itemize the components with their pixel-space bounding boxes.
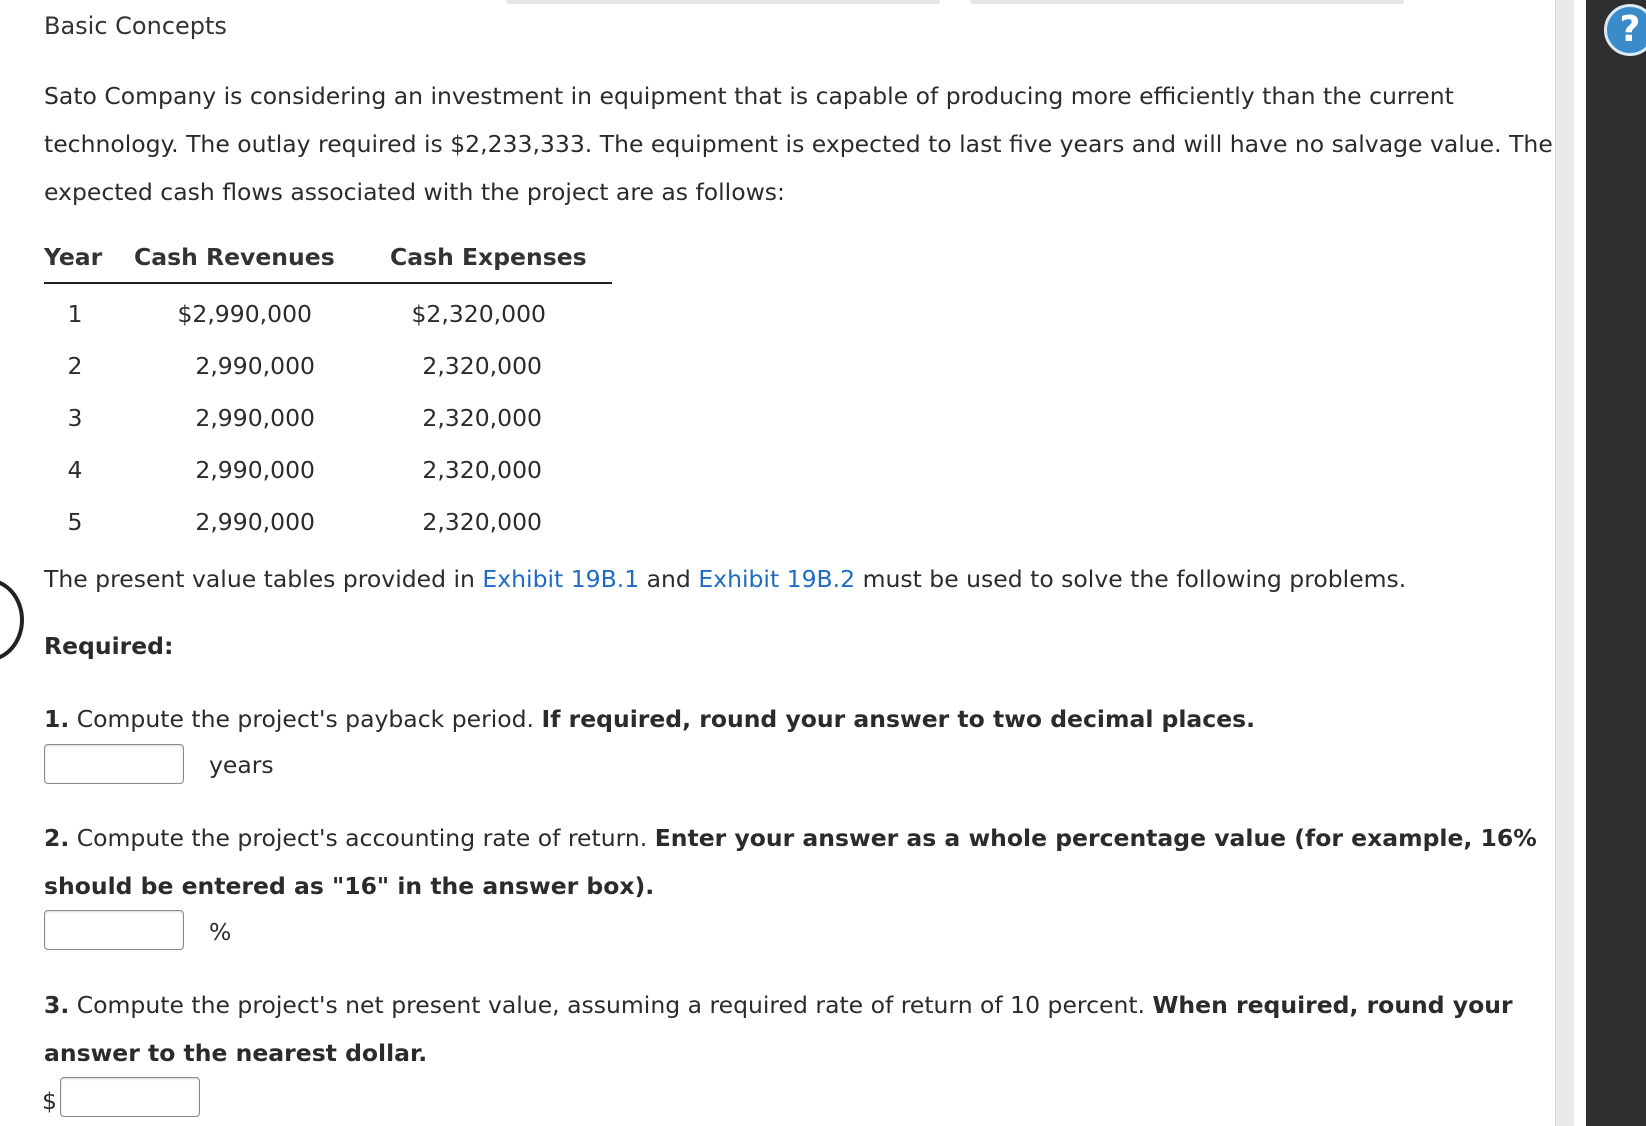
question-instruction: If required, round your answer to two decimal places. (541, 705, 1256, 733)
cell-year: 5 (67, 508, 83, 536)
question-text: Compute the project's net present value, assuming a required rate of return of 10 percent. (69, 991, 1153, 1019)
pv-note-middle: and (639, 565, 699, 593)
cell-expense: 2,320,000 (422, 404, 542, 432)
question-text: Compute the project's accounting rate of return. (69, 824, 655, 852)
cell-revenue: 2,990,000 (195, 352, 315, 380)
table-row (44, 283, 612, 340)
help-icon[interactable]: ? (1604, 4, 1646, 56)
cell-revenue: 2,990,000 (195, 456, 315, 484)
header-cash-revenues: Cash Revenues (106, 232, 356, 283)
table-row (44, 340, 612, 392)
cell-revenue: $2,990,000 (177, 300, 312, 328)
unit-years: years (209, 751, 274, 779)
cell-expense: 2,320,000 (422, 352, 542, 380)
question-number: 2. (44, 824, 70, 852)
cell-year: 2 (67, 352, 83, 380)
unit-percent: % (209, 918, 232, 946)
question-instruction: When required, round your answer to the nearest dollar. (44, 991, 1513, 1067)
question-text: Compute the project's payback period. (69, 705, 542, 733)
cash-flow-table (44, 232, 612, 548)
pv-note (44, 555, 1564, 603)
pv-note-before: The present value tables provided in (44, 565, 483, 593)
table-row (44, 496, 612, 548)
cell-revenue: 2,990,000 (195, 404, 315, 432)
unit-dollar: $ (42, 1087, 57, 1115)
exhibit-19b1-link[interactable]: Exhibit 19B.1 (482, 565, 640, 593)
table-row (44, 392, 612, 444)
top-tab-left (506, 0, 940, 4)
scrollbar[interactable] (1555, 0, 1574, 1126)
payback-period-input[interactable] (44, 744, 184, 784)
question-number: 1. (44, 705, 70, 733)
table-row (44, 444, 612, 496)
question-3 (44, 981, 1564, 1077)
header-year: Year (44, 232, 106, 283)
cell-year: 1 (67, 300, 83, 328)
section-title: Basic Concepts (44, 12, 227, 40)
question-instruction: Enter your answer as a whole percentage value (for example, 16% should be entered as "16" in the answer box). (44, 824, 1537, 900)
required-label: Required: (44, 632, 174, 660)
exhibit-19b2-link[interactable]: Exhibit 19B.2 (698, 565, 856, 593)
cell-revenue: 2,990,000 (195, 508, 315, 536)
table-header-row (44, 232, 612, 283)
cell-year: 4 (67, 456, 83, 484)
accounting-rate-input[interactable] (44, 910, 184, 950)
side-panel (1586, 0, 1646, 1126)
intro-paragraph: Sato Company is considering an investment in equipment that is capable of producing more efficiently than the current technology. The outlay required is $2,233,333. The equipment is expected to last five years and will have no salvage value. The expected cash flows associated with the project are as follows: (44, 82, 1553, 206)
partial-circle-decoration (0, 578, 24, 662)
cell-expense: 2,320,000 (422, 508, 542, 536)
question-number: 3. (44, 991, 70, 1019)
header-cash-expenses: Cash Expenses (356, 232, 612, 283)
cell-expense: $2,320,000 (411, 300, 546, 328)
pv-note-after: must be used to solve the following problems. (855, 565, 1407, 593)
question-2 (44, 814, 1564, 910)
npv-input[interactable] (60, 1077, 200, 1117)
top-tab-right (970, 0, 1404, 4)
cell-expense: 2,320,000 (422, 456, 542, 484)
cell-year: 3 (67, 404, 83, 432)
question-1 (44, 695, 1564, 743)
